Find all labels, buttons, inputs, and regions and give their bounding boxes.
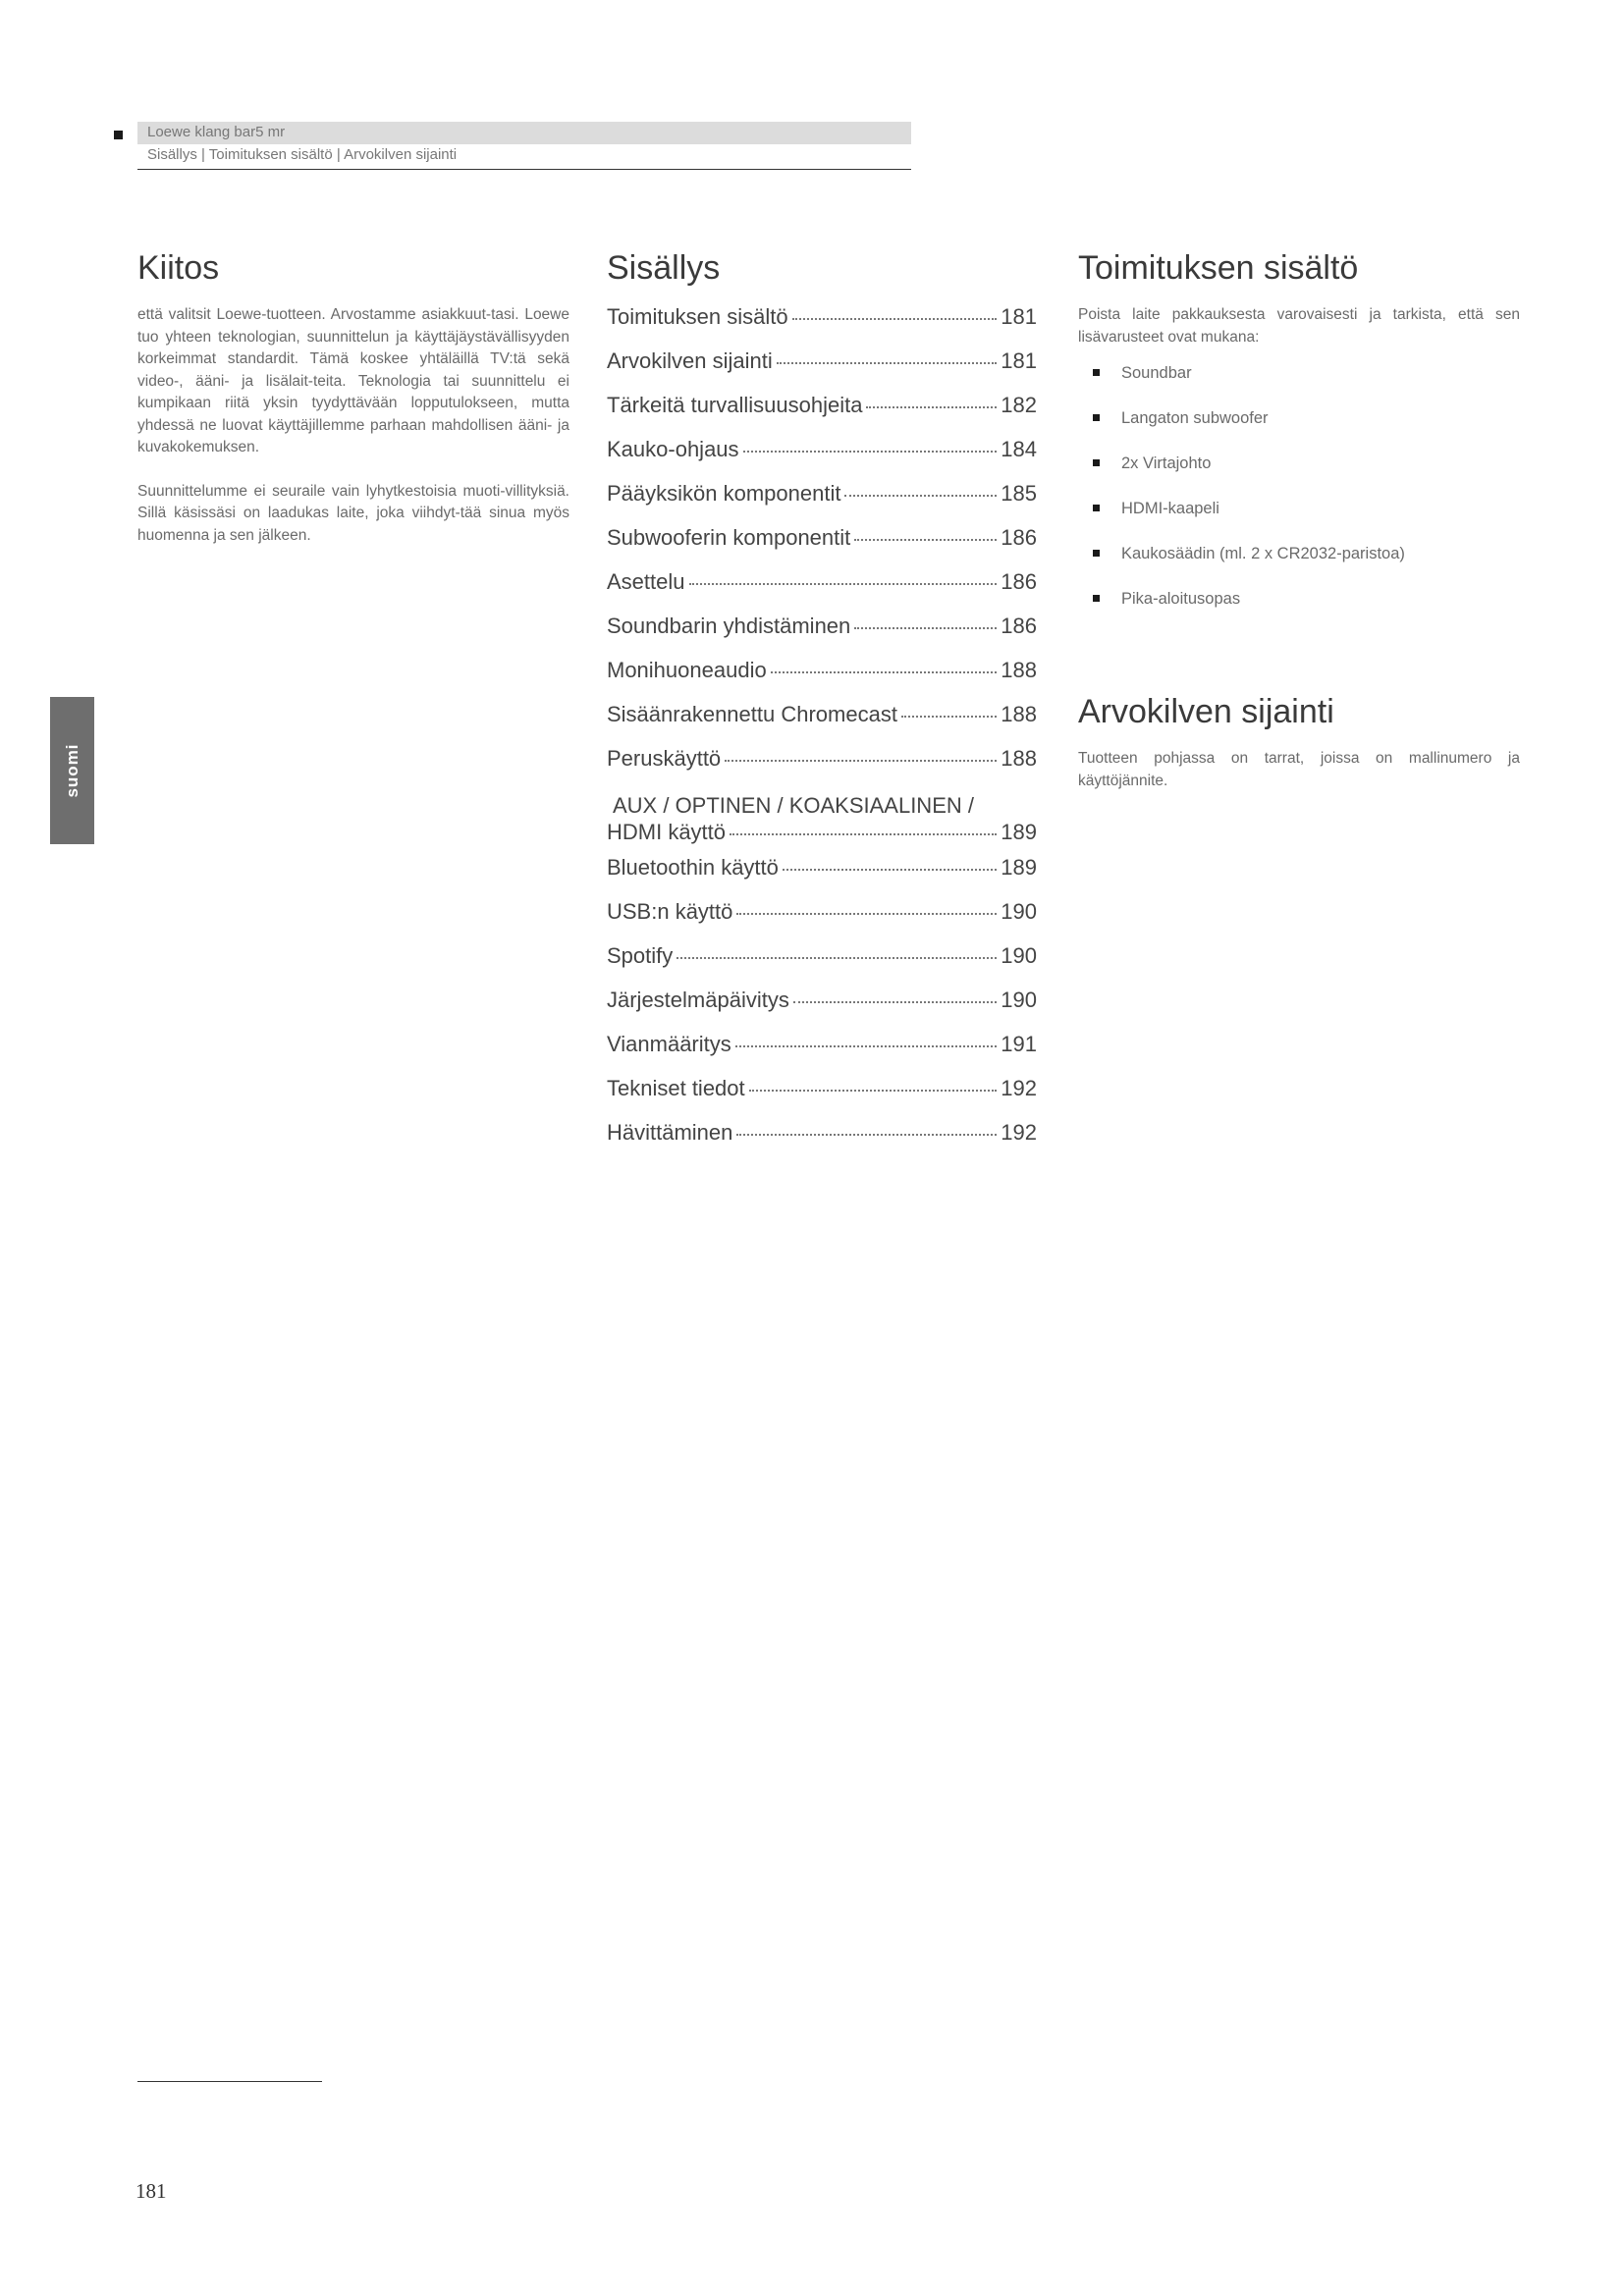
toc-item-title: Bluetoothin käyttö (607, 855, 779, 880)
toc-item-title: Soundbarin yhdistäminen (607, 614, 851, 638)
toc-item[interactable] (607, 304, 1037, 348)
intro-column (137, 245, 569, 547)
toc-list (607, 304, 1037, 1164)
toc-item[interactable] (607, 569, 1037, 614)
toc-item-page: 190 (1001, 988, 1037, 1012)
toc-item-page: 192 (1001, 1120, 1037, 1145)
toc-leader (844, 495, 997, 497)
page-number: 181 (135, 2179, 167, 2203)
toc-leader (777, 362, 998, 364)
toc-item[interactable] (607, 988, 1037, 1032)
toc-item-title: Tärkeitä turvallisuusohjeita (607, 393, 863, 417)
toc-item-page: 182 (1001, 393, 1037, 417)
toc-item[interactable] (607, 899, 1037, 943)
toc-item[interactable] (607, 393, 1037, 437)
toc-item[interactable] (607, 943, 1037, 988)
toc-item-page: 188 (1001, 702, 1037, 726)
toc-item-page: 189 (1001, 820, 1037, 844)
toc-item-page: 181 (1001, 348, 1037, 373)
toc-item-page: 189 (1001, 855, 1037, 880)
toc-item-title: Asettelu (607, 569, 685, 594)
delivery-intro: Poista laite pakkauksesta varovaisesti ja tarkista, että sen lisävarusteet ovat mukana: (1078, 306, 1520, 346)
toc-item[interactable] (607, 855, 1037, 899)
toc-leader (792, 318, 998, 320)
toc-item[interactable] (607, 348, 1037, 393)
toc-item-title: Spotify (607, 943, 674, 968)
intro-paragraph-1: että valitsit Loewe-tuotteen. Arvostamme asiakkuut-tasi. Loewe tuo yhteen teknologian, suunnittelun ja käyttäjäystävällisyyden korkeimmat standardit. Tämä koskee yhtäläillä TV:tä sekä video-, ääni- ja lisälait-teita. Teknologia tai suunnittelu ei kumpikaan riitä yksin tyydyttävään lopputulokseen, mutta yhdessä ne luovat käyttäjillemme parhaan mahdollisen ääni- ja kuvakokemuksen. (137, 306, 569, 455)
toc-item-page: 186 (1001, 569, 1037, 594)
location-text: Tuotteen pohjassa on tarrat, joissa on mallinumero ja käyttöjännite. (1078, 750, 1520, 789)
toc-item-title: Toimituksen sisältö (607, 304, 788, 329)
toc-item-title: Peruskäyttö (607, 746, 722, 771)
toc-item[interactable] (607, 525, 1037, 569)
toc-item-line2 (607, 819, 1037, 845)
toc-item-title: Kauko-ohjaus (607, 437, 739, 461)
toc-item[interactable] (607, 614, 1037, 658)
toc-column (607, 245, 1037, 1164)
toc-item-title-line2: HDMI käyttö (607, 820, 727, 844)
toc-item-page: 186 (1001, 614, 1037, 638)
toc-item-page: 190 (1001, 899, 1037, 924)
language-tab-label: suomi (62, 743, 81, 798)
language-tab (50, 697, 94, 844)
list-item: Kaukosäädin (ml. 2 x CR2032-paristoa) (1078, 543, 1520, 588)
intro-paragraph-2: Suunnittelumme ei seuraile vain lyhytkestoisia muoti-villityksiä. Sillä käsissäsi on laadukas laite, joka viihdyt-tää sinua myös huomenna ja sen jälkeen. (137, 482, 569, 544)
toc-item-page: 192 (1001, 1076, 1037, 1100)
toc-item[interactable] (607, 1076, 1037, 1120)
list-item: HDMI-kaapeli (1078, 498, 1520, 543)
toc-item-title: USB:n käyttö (607, 899, 733, 924)
toc-item-title: Monihuoneaudio (607, 658, 767, 682)
toc-item-title: Järjestelmäpäivitys (607, 988, 789, 1012)
toc-item-title: Arvokilven sijainti (607, 348, 773, 373)
footnote-rule (137, 2081, 322, 2082)
list-item: Soundbar (1078, 362, 1520, 407)
delivery-title: Toimituksen sisältö (1078, 249, 1359, 287)
toc-leader (725, 760, 997, 762)
toc-leader (730, 833, 997, 835)
toc-leader (689, 583, 998, 585)
header-rule (137, 169, 911, 170)
toc-item[interactable] (607, 437, 1037, 481)
toc-leader (736, 1134, 997, 1136)
toc-leader (866, 406, 997, 408)
toc-item-page: 190 (1001, 943, 1037, 968)
toc-item-page: 188 (1001, 746, 1037, 771)
toc-item-title: Sisäänrakennettu Chromecast (607, 702, 897, 726)
toc-item[interactable] (607, 790, 1037, 855)
list-item: Pika-aloitusopas (1078, 588, 1520, 633)
toc-item[interactable] (607, 658, 1037, 702)
toc-item[interactable] (607, 746, 1037, 790)
toc-item[interactable] (607, 1032, 1037, 1076)
toc-title: Sisällys (607, 249, 721, 287)
toc-item-title: Tekniset tiedot (607, 1076, 745, 1100)
breadcrumb: Sisällys | Toimituksen sisältö | Arvokilven sijainti (147, 146, 458, 163)
toc-leader (735, 1045, 998, 1047)
toc-item[interactable] (607, 481, 1037, 525)
toc-leader (901, 716, 997, 718)
toc-item-title: Hävittäminen (607, 1120, 733, 1145)
toc-item-title: Vianmääritys (607, 1032, 731, 1056)
delivery-column (1078, 245, 1520, 792)
toc-item-page: 188 (1001, 658, 1037, 682)
toc-leader (783, 869, 997, 871)
toc-leader (771, 671, 998, 673)
toc-item[interactable] (607, 1120, 1037, 1164)
toc-item[interactable] (607, 702, 1037, 746)
toc-item-title-line1: AUX / OPTINEN / KOAKSIAALINEN / (613, 793, 974, 818)
toc-item-page: 185 (1001, 481, 1037, 506)
toc-item-title: Pääyksikön komponentit (607, 481, 841, 506)
toc-leader (743, 451, 998, 453)
location-title: Arvokilven sijainti (1078, 693, 1334, 730)
toc-item-page: 184 (1001, 437, 1037, 461)
list-item: 2x Virtajohto (1078, 453, 1520, 498)
toc-leader (677, 957, 997, 959)
toc-item-page: 191 (1001, 1032, 1037, 1056)
list-item: Langaton subwoofer (1078, 407, 1520, 453)
toc-item-title: Subwooferin komponentit (607, 525, 851, 550)
intro-title: Kiitos (137, 249, 220, 287)
toc-leader (793, 1001, 997, 1003)
toc-leader (736, 913, 997, 915)
toc-item-page: 181 (1001, 304, 1037, 329)
toc-leader (749, 1090, 998, 1092)
product-name: Loewe klang bar5 mr (147, 124, 286, 140)
delivery-list (1078, 362, 1520, 633)
toc-leader (854, 539, 997, 541)
toc-item-page: 186 (1001, 525, 1037, 550)
header-marker (114, 131, 123, 139)
toc-leader (854, 627, 997, 629)
